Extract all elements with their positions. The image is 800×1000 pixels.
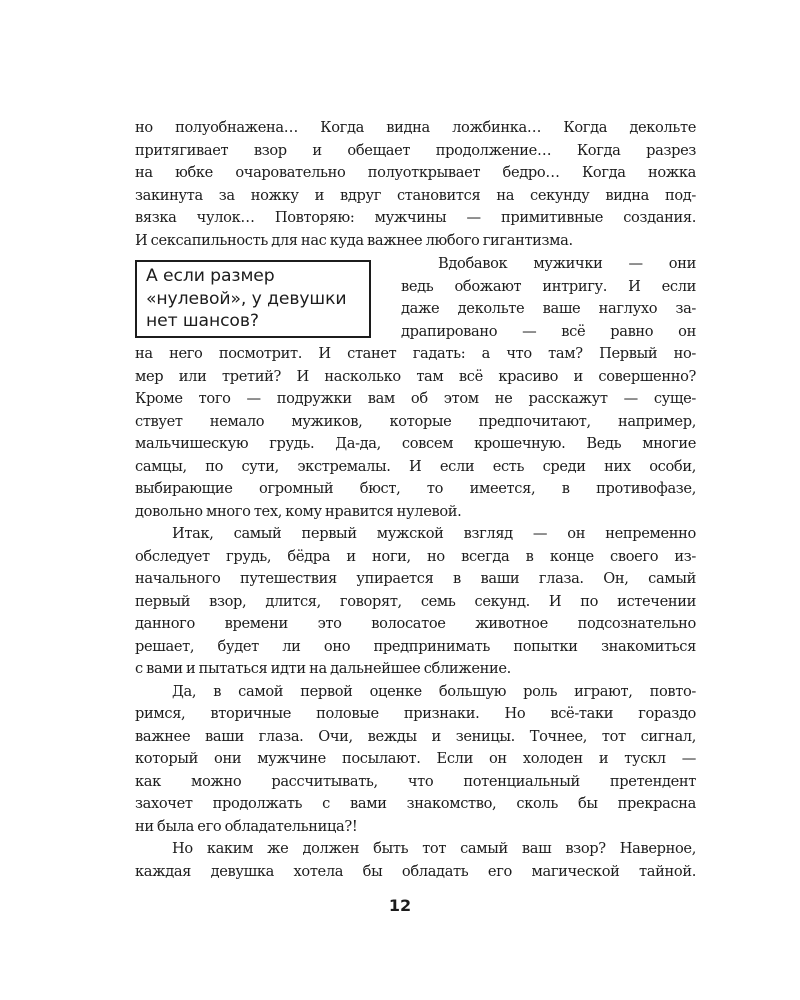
text-line: римся, вторичные половые признаки. Но всё-таки гораздо: [135, 705, 696, 722]
paragraph-4: [135, 681, 696, 839]
paragraph-5: [135, 838, 696, 883]
text-line: каждая девушка хотела бы обладать его магической тайной.: [135, 862, 696, 880]
text-line: ни была его обладательница?!: [135, 817, 358, 835]
text-line: обследует грудь, бёдра и ноги, но всегда в конце своего из-: [135, 547, 696, 565]
text-line: Но каким же должен быть тот самый ваш взор? Наверное,: [172, 840, 696, 857]
text-line: Вдобавок мужички — они: [438, 255, 696, 272]
text-line: начального путешествия упирается в ваши глаза. Он, самый: [135, 570, 696, 587]
text-line: данного времени это волосатое животное подсознательно: [135, 615, 696, 632]
text-line: мальчишескую грудь. Да-да, совсем крошечную. Ведь многие: [135, 435, 696, 452]
text-line: первый взор, длится, говорят, семь секунд. И по истечении: [135, 592, 696, 610]
text-line: Кроме того — подружки вам об этом не расскажут — суще-: [135, 390, 696, 407]
callout-line: нет шансов?: [146, 311, 259, 331]
text-line: даже декольте ваше наглухо за-: [401, 300, 696, 317]
paragraph-2-beside-callout: [401, 253, 696, 343]
text-line: захочет продолжать с вами знакомство, сколь бы прекрасна: [135, 795, 696, 812]
text-line: самцы, по сути, экстремалы. И если есть среди них особи,: [135, 457, 696, 475]
paragraph-3: [135, 523, 696, 681]
text-line: с вами и пытаться идти на дальнейшее сближение.: [135, 660, 511, 677]
text-line: решает, будет ли оно предпринимать попытки знакомиться: [135, 637, 696, 655]
top-paragraph: [135, 117, 696, 252]
text-line: закинута за ножку и вдруг становится на секунду видна под-: [135, 186, 696, 204]
text-line: важнее ваши глаза. Очи, вежды и зеницы. Точнее, тот сигнал,: [135, 727, 696, 745]
text-line: но полуобнажена… Когда видна ложбинка… Когда декольте: [135, 119, 696, 136]
text-line: вязка чулок… Повторяю: мужчины — примитивные создания.: [135, 209, 696, 226]
body-text: [135, 253, 696, 883]
text-line: Да, в самой первой оценке большую роль играют, повто-: [172, 682, 696, 700]
text-line: ствует немало мужиков, которые предпочитают, например,: [135, 412, 696, 430]
text-line: на юбке очаровательно полуоткрывает бедро… Когда ножка: [135, 164, 696, 181]
text-line: И сексапильность для нас куда важнее любого гигантизма.: [135, 231, 573, 249]
text-line: драпировано — всё равно он: [401, 322, 696, 340]
text-line: притягивает взор и обещает продолжение… Когда разрез: [135, 141, 696, 159]
text-line: выбирающие огромный бюст, то имеется, в противофазе,: [135, 480, 696, 497]
callout-line: А если размер: [146, 266, 275, 286]
text-line: как можно рассчитывать, что потенциальный претендент: [135, 772, 696, 790]
text-line: ведь обожают интригу. И если: [401, 277, 696, 295]
paragraph-2: [135, 253, 696, 523]
text-line: Итак, самый первый мужской взгляд — он непременно: [172, 525, 696, 542]
callout-line: «нулевой», у девушки: [146, 288, 347, 309]
text-line: который они мужчине посылают. Если он холоден и тускл —: [135, 750, 696, 767]
text-line: на него посмотрит. И станет гадать: а что там? Первый но-: [135, 345, 696, 362]
text-line: довольно много тех, кому нравится нулевой.: [135, 502, 462, 520]
page-number: 12: [388, 896, 412, 915]
text-line: мер или третий? И насколько там всё красиво и совершенно?: [135, 367, 696, 385]
